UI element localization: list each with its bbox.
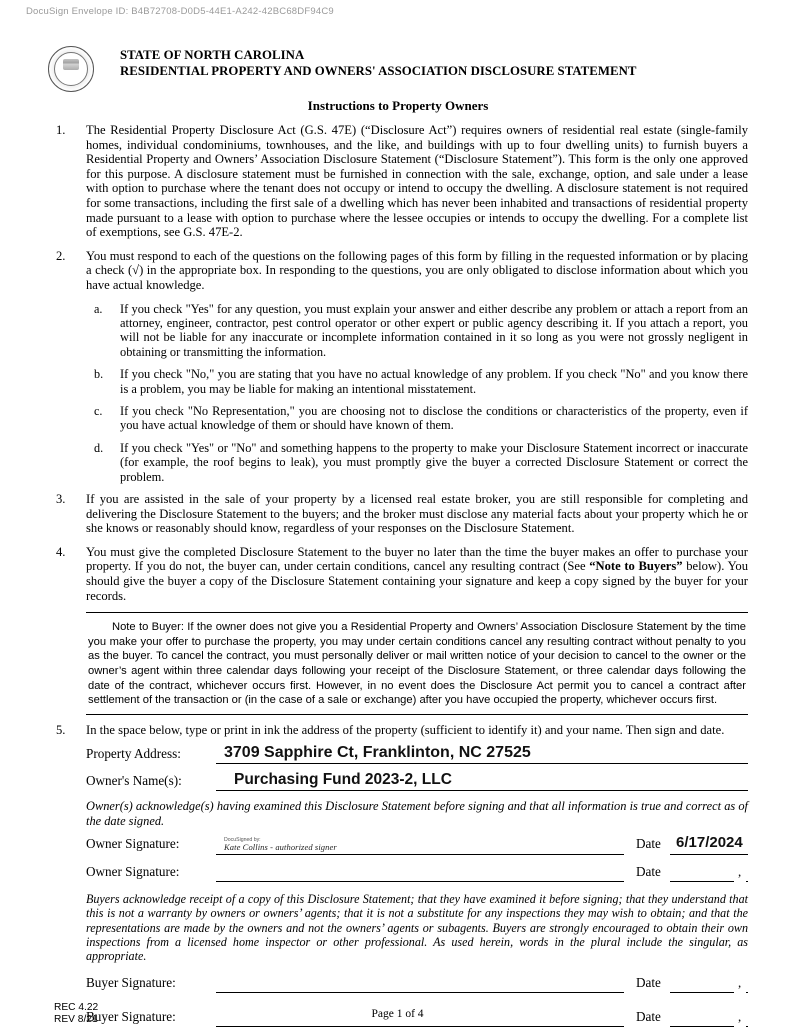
item-text-post: below). You should give the buyer a copy of the Disclosure Statement containing your signature and keep a copy signed by the buyer for your records.	[86, 559, 748, 603]
owner-date-value[interactable]: 6/17/2024	[676, 834, 743, 852]
owner-names-row	[48, 773, 748, 791]
property-address-row	[48, 746, 748, 764]
document-header	[48, 40, 748, 86]
item-text-bold: “Note to Buyers”	[589, 559, 683, 574]
buyer-signature-label-2: Buyer Signature:	[86, 1009, 176, 1025]
subitem-number: a.	[94, 301, 103, 316]
buyer-signature-label: Buyer Signature:	[86, 975, 176, 991]
instruction-subitem-b	[86, 367, 748, 396]
owner-names-label: Owner's Name(s):	[86, 773, 182, 789]
owner-year-rule-2[interactable]	[746, 880, 748, 882]
subitem-number: b.	[94, 367, 104, 382]
instruction-item-3	[48, 492, 748, 536]
subitem-number: c.	[94, 403, 103, 418]
instruction-subitem-a	[86, 302, 748, 360]
note-to-buyer-box	[86, 612, 748, 715]
instruction-subitem-d	[86, 441, 748, 484]
instruction-item-5	[48, 723, 748, 738]
subitem-text: If you check "Yes" or "No" and something happens to the property to make your Disclosure Statement incorrect or inaccurate (for example, the roof begins to leak), you must promptly give the buyer a corrected Disclosure Statement or correct the problem.	[120, 440, 748, 484]
owner-signature-rule-2[interactable]	[216, 880, 624, 882]
owner-signature-row-2	[48, 864, 748, 884]
owner-date-rule	[670, 853, 748, 855]
property-address-rule	[216, 762, 748, 764]
owner-signature-value[interactable]: Kate Collins - authorized signer	[224, 842, 337, 853]
item-text: If you are assisted in the sale of your property by a licensed real estate broker, you are still responsible for completing and delivering the Disclosure Statement to the buyers; and the broker must disclose any material facts about your property which he or she knows or reasonably should know, regardless of your responses on the Disclosure Statement.	[86, 492, 748, 536]
item-number: 1.	[56, 123, 66, 137]
document-title: RESIDENTIAL PROPERTY AND OWNERS' ASSOCIATION DISCLOSURE STATEMENT	[120, 63, 637, 78]
owner-names-rule	[216, 789, 748, 791]
buyer-year-rule-2[interactable]	[746, 1025, 748, 1027]
item-number: 3.	[56, 492, 66, 506]
footer-rev: REV 8/21	[54, 1014, 98, 1025]
instructions-heading: Instructions to Property Owners	[307, 98, 489, 113]
subitem-number: d.	[94, 440, 104, 455]
footer-page-number: Page 1 of 4	[371, 1008, 424, 1020]
owner-date-label-2: Date	[636, 864, 661, 880]
instruction-item-4	[48, 545, 748, 603]
item-number: 5.	[56, 722, 66, 737]
buyer-date-rule-2[interactable]	[670, 1025, 734, 1027]
state-seal-inner	[58, 57, 84, 81]
buyer-signature-row-1	[48, 975, 748, 995]
buyer-year-rule[interactable]	[746, 991, 748, 993]
item-number: 4.	[56, 544, 66, 559]
owner-signature-row-1	[48, 836, 748, 858]
owner-date-comma-2: ,	[738, 864, 742, 880]
note-to-buyer-text: Note to Buyer: If the owner does not give you a Residential Property and Owners’ Association Disclosure Statement by the time you make your offer to purchase the property, you may under certain conditions cancel any resulting contract without penalty to you as the buyer. To cancel the contract, you must personally deliver or mail written notice of your decision to cancel to the owner or the owner’s agent within three calendar days following your receipt of the Disclosure Statement, or three calendar days following the date of the contract, whichever occurs first. However, in no event does the Disclosure Act permit you to cancel a contract after settlement of the transaction or (in the case of a sale or exchange) after you have occupied the property, whichever occurs first.	[88, 621, 746, 707]
buyer-date-comma: ,	[738, 975, 742, 991]
state-seal-icon	[48, 46, 94, 92]
buyers-acknowledge-text: Buyers acknowledge receipt of a copy of this Disclosure Statement; that they have examined it before signing; that they understand that this is not a warranty by owners or owners’ agents; that it is not a substitute for any inspections they may wish to obtain; and that the representations are made by the owners and not the owners’ agents or subagents. Buyers are strongly encouraged to obtain their own inspections from a licensed home inspector or other professional. As used herein, words in the plural include the singular, as appropriate.	[86, 892, 748, 963]
item-text: You must respond to each of the questions on the following pages of this form by filling in the requested information or by placing a check (√) in the appropriate box. In responding to the questions, you are only obligated to disclose information about which you have actual knowledge.	[86, 248, 748, 292]
buyer-date-comma-2: ,	[738, 1009, 742, 1025]
docusign-signed-by-tag: DocuSigned by:	[224, 837, 261, 844]
buyer-signature-rule[interactable]	[216, 991, 624, 993]
buyer-signature-rule-2[interactable]	[216, 1025, 624, 1027]
buyer-date-label-2: Date	[636, 1009, 661, 1025]
title-block	[120, 40, 748, 79]
owner-signature-label-2: Owner Signature:	[86, 864, 180, 880]
document-content	[48, 40, 748, 1029]
instruction-item-1	[48, 123, 748, 240]
subitem-text: If you check "No," you are stating that you have no actual knowledge of any problem. If you check "No" and you know there is a problem, you may be liable for making an intentional misstatement.	[120, 367, 748, 396]
item-text-pre: You must give the completed Disclosure Statement to the buyer no later than the time the buyer makes an offer to purchase your property. If you do not, the buyer can, under certain conditions, cancel any resulting contract (See	[86, 544, 748, 574]
instruction-subitems	[86, 302, 748, 484]
owner-date-rule-2[interactable]	[670, 880, 734, 882]
item-text: In the space below, type or print in ink the address of the property (sufficient to identify it) and your name. Then sign and date.	[86, 722, 725, 737]
buyer-date-rule[interactable]	[670, 991, 734, 993]
instruction-item-2	[48, 249, 748, 293]
owner-date-label: Date	[636, 836, 661, 852]
owner-signature-label: Owner Signature:	[86, 836, 180, 852]
subitem-text: If you check "Yes" for any question, you must explain your answer and either describe any problem or attach a report from an attorney, engineer, contractor, pest control operator or other expert or public agency describing it. If you attach a report, you will not be liable for any inaccurate or incomplete information contained in it so long as you were not grossly negligent in obtaining or transmitting the information.	[120, 301, 748, 359]
property-address-label: Property Address:	[86, 746, 181, 762]
state-title: STATE OF NORTH CAROLINA	[120, 48, 305, 62]
docusign-envelope-id: DocuSign Envelope ID: B4B72708-D0D5-44E1-A242-42BC68DF94C9	[26, 6, 334, 17]
item-text: The Residential Property Disclosure Act (G.S. 47E) (“Disclosure Act”) requires owners of residential real estate (single-family homes, individual condominiums, townhouses, and the like, and buildings with up to four dwelling units) to furnish buyers a Residential Property and Owners’ Association Disclosure Statement (“Disclosure Statement”). This form is the only one approved for this purpose. A disclosure statement must be furnished in connection with the sale, exchange, option, and sale under a lease with option to purchase where the tenant does not occupy or intend to occupy the dwelling. A disclosure statement is not required for some transactions, including the first sale of a dwelling which has never been inhabited and transactions of residential property made pursuant to a lease with option to purchase where the lessee occupies or intends to occupy the dwelling. For a complete list of exemptions, see G.S. 47E-2.	[86, 123, 748, 240]
instruction-subitem-c	[86, 404, 748, 433]
item-number: 2.	[56, 248, 66, 263]
buyer-date-label: Date	[636, 975, 661, 991]
property-address-value[interactable]: 3709 Sapphire Ct, Franklinton, NC 27525	[224, 744, 531, 762]
footer-rec: REC 4.22	[54, 1002, 99, 1013]
subitem-text: If you check "No Representation," you are choosing not to disclose the conditions or characteristics of the property, even if you have actual knowledge of them or should have known of them.	[120, 403, 748, 433]
owner-acknowledge-text: Owner(s) acknowledge(s) having examined this Disclosure Statement before signing and that all information is true and correct as of the date signed.	[86, 799, 748, 828]
owner-names-value[interactable]: Purchasing Fund 2023-2, LLC	[234, 771, 452, 789]
